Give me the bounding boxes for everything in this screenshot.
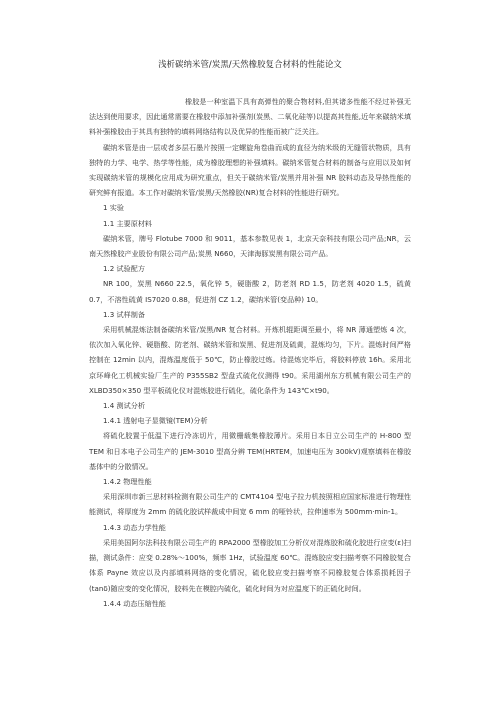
section-heading-1-4-3: 1.4.3 动态力学性能 <box>103 522 166 532</box>
paragraph-dynamic: 采用美国阿尔法科技有限公司生产的 RPA2000 型橡胶加工分析仪对混炼胶和硫化胶进行应变(ε)扫描，测试条件：应变 0.28%～100%，频率 1Hz，试验温度 60℃。混炼胶应变扫描考察不同橡胶复合体系 Payne 效应以及内部填料网络的变化情况，硫化胶应变扫描考察不同橡胶复合体系损耗因子(tanδ)随应变的变化情况，胶料先在模腔内硫化，硫化时间为对应温度下的正硫化时间。 <box>89 537 412 593</box>
paragraph-intro-2: 碳纳米管是由一层或者多层石墨片按照一定螺旋角卷曲而成的直径为纳米级的无缝管状物质，具有独特的力学、电学、热学等性能，成为橡胶理想的补强填料。碳纳米管复合材料的制备与应用以及如何实现碳纳米管的规模化应用成为研究重点，但关于碳纳米管/炭黑并用补强 NR 胶料动态及导热性能的研究鲜有报道。本工作对碳纳米管/炭黑/天然橡胶(NR)复合材料的性能进行研究。 <box>89 142 411 198</box>
section-heading-1-2: 1.2 试验配方 <box>103 264 145 274</box>
paragraph-intro-1: 橡胶是一种室温下具有高弹性的聚合物材料,但其诸多性能不经过补强无法达到使用要求，因此通常需要在橡胶中添加补强剂(炭黑、二氧化硅等)以提高其性能,近年来碳纳米填料补强橡胶由于其具有独特的填料网络结构以及优异的性能而被广泛关注。 <box>89 97 411 137</box>
section-heading-1-4-2: 1.4.2 物理性能 <box>103 477 152 487</box>
section-heading-1-4-1: 1.4.1 透射电子显微镜(TEM)分析 <box>103 416 208 426</box>
document-title: 浅析碳纳米管/炭黑/天然橡胶复合材料的性能论文 <box>158 59 342 69</box>
section-heading-1-4-4: 1.4.4 动态压缩性能 <box>103 598 166 608</box>
paragraph-preparation: 采用机械混炼法制备碳纳米管/炭黑/NR 复合材料。开炼机辊距调至最小，将 NR 薄通塑炼 4 次，依次加入氧化锌、硬脂酸、防老剂、碳纳米管和炭黑、促进剂及硫黄，混炼均匀，下片。混炼时间严格控制在 12min 以内，混炼温度低于 50℃，防止橡胶过炼。待混炼完毕后，将胶料停放 16h。采用北京环峰化工机械实验厂生产的 P355SB2 型盘式硫化仪测得 t90。采用湖州东方机械有限公司生产的 XLBD350×350 型平板硫化仪对混炼胶进行硫化，硫化条件为 143℃×t90。 <box>89 325 411 395</box>
paragraph-tem: 将硫化胶置于低温下进行冷冻切片，用微栅载集橡胶薄片。采用日本日立公司生产的 H-800 型 TEM 和日本电子公司生产的 JEM-3010 型高分辨 TEM(HRTEM，加速电压为 300kV)观察填料在橡胶基体中的分散情况。 <box>89 431 411 471</box>
paragraph-materials: 碳纳米管，牌号 Flotube 7000 和 9011，基本参数见表 1，北京天奈科技有限公司产品;NR，云南天然橡胶产业股份有限公司产品;炭黑 N660，天津海豚炭黑有限公司产品。 <box>89 233 411 259</box>
section-heading-1-4: 1.4 测试分析 <box>103 401 145 411</box>
document-body <box>89 94 411 611</box>
section-heading-1: 1 实验 <box>103 203 124 213</box>
section-heading-1-1: 1.1 主要原材料 <box>103 218 153 228</box>
paragraph-formula: NR 100，炭黑 N660 22.5，氧化锌 5，硬脂酸 2，防老剂 RD 1.5，防老剂 4020 1.5，硫黄 0.7，不溶性硫黄 IS7020 0.88，促进剂 CZ 1.2，碳纳米管(变品种) 10。 <box>89 279 411 304</box>
paragraph-physical: 采用深圳市新三思材料检测有限公司生产的 CMT4104 型电子拉力机按照相应国家标准进行物理性能测试，将厚度为 2mm 的硫化胶试样裁成中间宽 6 mm 的哑铃状，拉伸速率为 500mm·min-1。 <box>89 492 411 517</box>
section-heading-1-3: 1.3 试样制备 <box>103 309 145 319</box>
